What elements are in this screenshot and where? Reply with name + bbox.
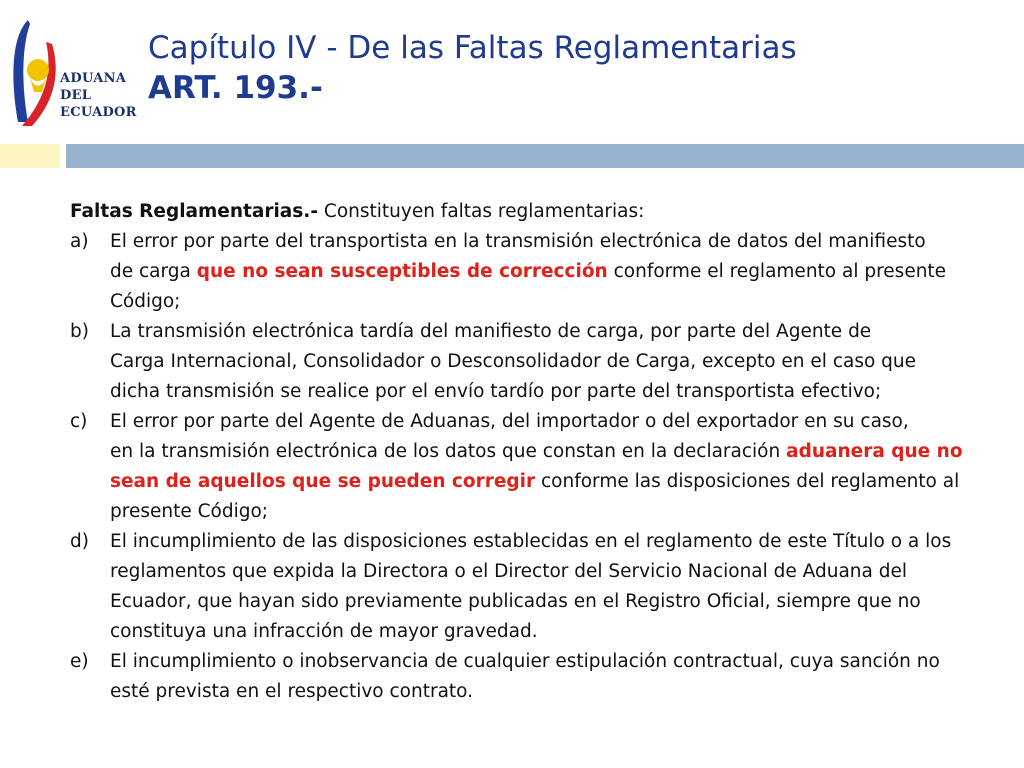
aduana-logo [8,18,136,130]
article-number: ART. 193.- [148,70,323,106]
highlighted-phrase: aduanera que no [786,441,963,462]
line-text: conforme el reglamento al presente [607,261,947,282]
line-text: de carga [110,261,197,282]
lead-bold: Faltas Reglamentarias.- [70,201,319,222]
line-text: dicha transmisión se realice por el envío tardío por parte del transportista efectivo; [110,381,882,402]
logo-line-1: ADUANA [60,71,127,86]
list-item-line [110,257,1022,287]
faults-list [70,227,1022,707]
line-text: Carga Internacional, Consolidador o Desconsolidador de Carga, excepto en el caso que [110,351,917,372]
line-text: presente Código; [110,501,268,522]
line-text: El error por parte del Agente de Aduanas, del importador o del exportador en su caso, [110,411,909,432]
aduana-emblem-icon [8,18,68,130]
list-item [70,527,1022,647]
list-item-line [110,497,1022,527]
list-item [70,317,1022,407]
slide-title [148,28,1008,108]
list-item-line [110,407,1022,437]
list-item-letter: e) [70,651,89,672]
list-item-line [110,587,1022,617]
logo-line-3: ECUADOR [60,105,137,120]
list-item-letter: d) [70,531,89,552]
list-item [70,227,1022,317]
list-item-line [110,227,1022,257]
emblem-red-swoosh [22,42,56,126]
list-item-letter: b) [70,321,89,342]
line-text: en la transmisión electrónica de los datos que constan en la declaración [110,441,787,462]
list-item-letter: a) [70,231,89,252]
line-text: constituya una infracción de mayor gravedad. [110,621,538,642]
list-item-line [110,347,1022,377]
lead-text: Constituyen faltas reglamentarias: [318,201,645,222]
line-text: La transmisión electrónica tardía del manifiesto de carga, por parte del Agente de [110,321,872,342]
list-item-line [110,527,1022,557]
chapter-title: Capítulo IV - De las Faltas Reglamentarias [148,30,797,66]
list-item-line [110,677,1022,707]
emblem-gold-sun [27,59,49,81]
line-text: El incumplimiento de las disposiciones establecidas en el reglamento de este Título o a los [110,531,952,552]
list-item-line [110,377,1022,407]
logo-wordmark [60,70,137,121]
line-text: El incumplimiento o inobservancia de cualquier estipulación contractual, cuya sanción no [110,651,940,672]
line-text: reglamentos que expida la Directora o el Director del Servicio Nacional de Aduana del [110,561,907,582]
line-text: El error por parte del transportista en la transmisión electrónica de datos del manifiesto [110,231,926,252]
line-text: esté prevista en el respectivo contrato. [110,681,474,702]
article-lead [70,197,1022,227]
line-text: Ecuador, que hayan sido previamente publicadas en el Registro Oficial, siempre que no [110,591,921,612]
line-text: Código; [110,291,181,312]
list-item-line [110,467,1022,497]
article-body [70,197,1022,707]
line-text: conforme las disposiciones del reglamento al [535,471,960,492]
header-divider-bar [66,144,1024,168]
logo-line-2: DEL [60,88,92,103]
list-item [70,647,1022,707]
list-item-letter: c) [70,411,88,432]
header-divider-accent [0,144,60,168]
list-item-line [110,437,1022,467]
list-item-line [110,317,1022,347]
list-item-line [110,287,1022,317]
list-item-line [110,617,1022,647]
highlighted-phrase: sean de aquellos que se pueden corregir [110,471,536,492]
list-item [70,407,1022,527]
list-item-line [110,557,1022,587]
highlighted-phrase: que no sean susceptibles de corrección [196,261,608,282]
list-item-line [110,647,1022,677]
